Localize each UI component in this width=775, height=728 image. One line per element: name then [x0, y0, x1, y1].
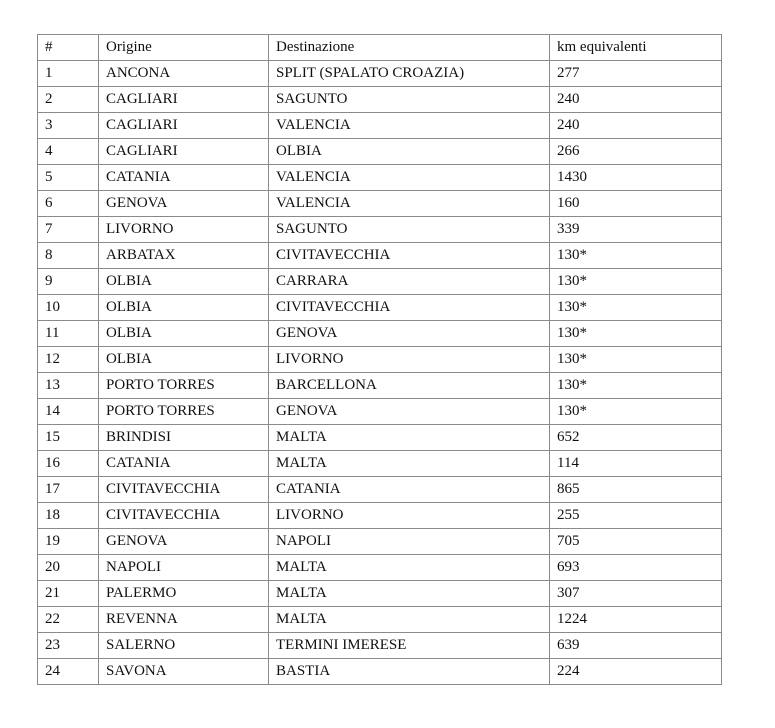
cell-destination: MALTA	[269, 451, 550, 477]
table-header-row	[38, 35, 722, 61]
table-row	[38, 191, 722, 217]
routes-table	[37, 34, 722, 685]
cell-destination: OLBIA	[269, 139, 550, 165]
cell-number: 23	[38, 633, 99, 659]
cell-km: 130*	[550, 321, 722, 347]
cell-destination: VALENCIA	[269, 191, 550, 217]
cell-number: 14	[38, 399, 99, 425]
table-row	[38, 87, 722, 113]
cell-destination: GENOVA	[269, 321, 550, 347]
cell-origin: OLBIA	[99, 269, 269, 295]
table-row	[38, 373, 722, 399]
cell-number: 11	[38, 321, 99, 347]
cell-origin: CATANIA	[99, 451, 269, 477]
cell-number: 5	[38, 165, 99, 191]
cell-number: 2	[38, 87, 99, 113]
cell-km: 639	[550, 633, 722, 659]
cell-origin: PORTO TORRES	[99, 399, 269, 425]
cell-km: 130*	[550, 347, 722, 373]
cell-origin: SALERNO	[99, 633, 269, 659]
table-row	[38, 633, 722, 659]
cell-destination: GENOVA	[269, 399, 550, 425]
table-row	[38, 607, 722, 633]
cell-origin: PORTO TORRES	[99, 373, 269, 399]
cell-destination: NAPOLI	[269, 529, 550, 555]
table-row	[38, 165, 722, 191]
cell-origin: ANCONA	[99, 61, 269, 87]
cell-km: 255	[550, 503, 722, 529]
cell-destination: SAGUNTO	[269, 87, 550, 113]
cell-number: 17	[38, 477, 99, 503]
cell-destination: CATANIA	[269, 477, 550, 503]
cell-destination: MALTA	[269, 607, 550, 633]
table-row	[38, 399, 722, 425]
cell-origin: CATANIA	[99, 165, 269, 191]
header-number: #	[38, 35, 99, 61]
table-row	[38, 477, 722, 503]
cell-destination: MALTA	[269, 581, 550, 607]
cell-number: 4	[38, 139, 99, 165]
cell-number: 7	[38, 217, 99, 243]
cell-destination: VALENCIA	[269, 113, 550, 139]
cell-number: 15	[38, 425, 99, 451]
cell-number: 10	[38, 295, 99, 321]
header-destination: Destinazione	[269, 35, 550, 61]
cell-destination: SPLIT (SPALATO CROAZIA)	[269, 61, 550, 87]
cell-origin: OLBIA	[99, 295, 269, 321]
table-row	[38, 659, 722, 685]
cell-km: 240	[550, 87, 722, 113]
cell-number: 6	[38, 191, 99, 217]
table-row	[38, 217, 722, 243]
cell-km: 652	[550, 425, 722, 451]
cell-origin: ARBATAX	[99, 243, 269, 269]
table-body	[38, 61, 722, 685]
cell-km: 339	[550, 217, 722, 243]
cell-destination: LIVORNO	[269, 503, 550, 529]
cell-destination: SAGUNTO	[269, 217, 550, 243]
cell-number: 8	[38, 243, 99, 269]
cell-km: 130*	[550, 399, 722, 425]
cell-origin: SAVONA	[99, 659, 269, 685]
cell-number: 3	[38, 113, 99, 139]
cell-km: 224	[550, 659, 722, 685]
cell-number: 20	[38, 555, 99, 581]
cell-km: 130*	[550, 269, 722, 295]
cell-number: 16	[38, 451, 99, 477]
cell-number: 21	[38, 581, 99, 607]
cell-km: 240	[550, 113, 722, 139]
cell-origin: CIVITAVECCHIA	[99, 503, 269, 529]
cell-km: 130*	[550, 295, 722, 321]
cell-km: 277	[550, 61, 722, 87]
cell-origin: CIVITAVECCHIA	[99, 477, 269, 503]
cell-number: 1	[38, 61, 99, 87]
cell-number: 12	[38, 347, 99, 373]
cell-origin: GENOVA	[99, 191, 269, 217]
cell-km: 114	[550, 451, 722, 477]
cell-destination: TERMINI IMERESE	[269, 633, 550, 659]
cell-km: 865	[550, 477, 722, 503]
cell-number: 9	[38, 269, 99, 295]
cell-km: 130*	[550, 373, 722, 399]
document-page	[37, 34, 721, 685]
table-row	[38, 61, 722, 87]
cell-destination: MALTA	[269, 425, 550, 451]
cell-km: 1430	[550, 165, 722, 191]
table-row	[38, 529, 722, 555]
cell-destination: CIVITAVECCHIA	[269, 295, 550, 321]
cell-origin: REVENNA	[99, 607, 269, 633]
cell-origin: CAGLIARI	[99, 139, 269, 165]
cell-origin: BRINDISI	[99, 425, 269, 451]
cell-destination: BASTIA	[269, 659, 550, 685]
cell-km: 130*	[550, 243, 722, 269]
header-km: km equivalenti	[550, 35, 722, 61]
header-origin: Origine	[99, 35, 269, 61]
cell-km: 160	[550, 191, 722, 217]
cell-km: 266	[550, 139, 722, 165]
cell-destination: CARRARA	[269, 269, 550, 295]
cell-km: 693	[550, 555, 722, 581]
table-row	[38, 451, 722, 477]
cell-destination: CIVITAVECCHIA	[269, 243, 550, 269]
cell-origin: LIVORNO	[99, 217, 269, 243]
table-row	[38, 425, 722, 451]
cell-origin: GENOVA	[99, 529, 269, 555]
table-row	[38, 295, 722, 321]
cell-number: 24	[38, 659, 99, 685]
table-row	[38, 269, 722, 295]
cell-origin: OLBIA	[99, 347, 269, 373]
cell-origin: OLBIA	[99, 321, 269, 347]
table-row	[38, 555, 722, 581]
cell-km: 307	[550, 581, 722, 607]
cell-km: 1224	[550, 607, 722, 633]
table-row	[38, 139, 722, 165]
table-row	[38, 321, 722, 347]
cell-destination: LIVORNO	[269, 347, 550, 373]
cell-number: 18	[38, 503, 99, 529]
cell-number: 22	[38, 607, 99, 633]
cell-number: 13	[38, 373, 99, 399]
cell-number: 19	[38, 529, 99, 555]
cell-origin: CAGLIARI	[99, 113, 269, 139]
table-row	[38, 347, 722, 373]
table-row	[38, 243, 722, 269]
table-row	[38, 503, 722, 529]
cell-origin: PALERMO	[99, 581, 269, 607]
cell-km: 705	[550, 529, 722, 555]
table-row	[38, 581, 722, 607]
cell-origin: NAPOLI	[99, 555, 269, 581]
cell-origin: CAGLIARI	[99, 87, 269, 113]
table-row	[38, 113, 722, 139]
cell-destination: BARCELLONA	[269, 373, 550, 399]
cell-destination: MALTA	[269, 555, 550, 581]
cell-destination: VALENCIA	[269, 165, 550, 191]
